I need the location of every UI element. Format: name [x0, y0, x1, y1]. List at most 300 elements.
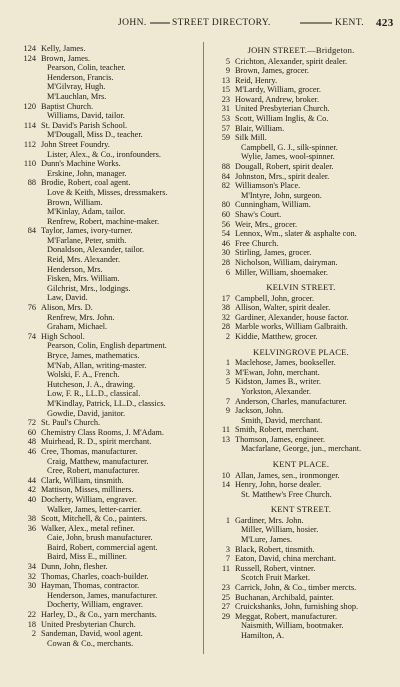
house-number: 1 [225, 515, 230, 525]
entry-text: Williamson's Place. [235, 181, 301, 191]
entry-text: Jackson, John. [235, 406, 284, 416]
entry-text: M'Gilvray, Hugh. [47, 82, 106, 92]
entry-text: Buchanan, Archibald, painter. [235, 592, 334, 602]
directory-entry [14, 121, 200, 131]
house-number: 59 [221, 133, 230, 143]
entry-text: Dunn, John, flesher. [41, 562, 108, 572]
entry-text: Mattison, Misses, milliners. [41, 485, 134, 495]
entry-text: Gardiner, Mrs. John. [235, 515, 304, 525]
directory-entry [14, 351, 200, 361]
directory-entry [208, 621, 394, 631]
house-number: 1 [225, 358, 230, 368]
house-number: 60 [27, 427, 36, 437]
directory-entry [208, 191, 394, 201]
house-number: 46 [27, 446, 36, 456]
directory-entry [14, 600, 200, 610]
entry-text: Craig, Matthew, manufacturer. [47, 456, 149, 466]
entry-text: Allan, James, sen., ironmonger. [235, 470, 340, 480]
directory-entry [208, 258, 394, 268]
directory-entry [208, 57, 394, 67]
directory-entry [14, 82, 200, 92]
entry-text: Nicholson, William, dairyman. [235, 257, 338, 267]
directory-entry [14, 389, 200, 399]
entry-text: Muirhead, R. D., spirit merchant. [41, 437, 152, 447]
house-number: 15 [221, 85, 230, 95]
directory-entry [14, 514, 200, 524]
entry-text: Pearson, Colin, English department. [47, 341, 167, 351]
directory-entry [14, 303, 200, 313]
entry-text: Cruickshanks, John, furnishing shop. [235, 602, 359, 612]
directory-entry [14, 322, 200, 332]
directory-entry [208, 85, 394, 95]
entry-text: M'Kinlay, Adam, tailor. [47, 207, 126, 217]
directory-entry [14, 73, 200, 83]
directory-entry [208, 593, 394, 603]
entry-text: Eaton, David, china merchant. [235, 554, 336, 564]
house-number: 14 [221, 480, 230, 490]
entry-text: Howard, Andrew, broker. [235, 94, 320, 104]
entry-text: Dougall, Robert, spirit dealer. [235, 162, 334, 172]
directory-entry [208, 535, 394, 545]
house-number: 28 [221, 257, 230, 267]
entry-text: Marble works, William Galbraith. [235, 322, 348, 332]
directory-entry [208, 239, 394, 249]
directory-entry [14, 217, 200, 227]
directory-entry [208, 114, 394, 124]
entry-text: Silk Mill. [235, 133, 267, 143]
directory-entry [208, 124, 394, 134]
house-number: 76 [27, 303, 36, 313]
entry-text: M'Farlane, Peter, smith. [47, 235, 127, 245]
directory-entry [14, 476, 200, 486]
directory-entry [14, 409, 200, 419]
directory-entry [14, 639, 200, 649]
entry-text: United Presbyterian Church. [41, 619, 136, 629]
entry-text: Walker, Alex., metal refiner. [41, 523, 135, 533]
house-number: 27 [221, 602, 230, 612]
directory-entry [14, 255, 200, 265]
entry-text: St. Paul's Church. [41, 418, 101, 428]
house-number: 84 [221, 171, 230, 181]
entry-text: John Street Foundry. [41, 139, 110, 149]
directory-entry [208, 368, 394, 378]
house-number: 5 [225, 56, 230, 66]
entry-text: Black, Robert, tinsmith. [235, 544, 315, 554]
entry-text: Wylie, James, wool-spinner. [241, 152, 335, 162]
entry-text: Baird, Miss E., milliner. [47, 552, 127, 562]
directory-entry [208, 303, 394, 313]
directory-entry [14, 245, 200, 255]
directory-entry [208, 220, 394, 230]
directory-entry [14, 418, 200, 428]
entry-text: Carrick, John, & Co., timber mercts. [235, 583, 357, 592]
entry-text: Miller, William, hosier. [241, 525, 319, 535]
entry-text: Renfrew, Robert, machine-maker. [47, 216, 160, 226]
header-center: STREET DIRECTORY. [172, 18, 271, 28]
directory-entry [208, 268, 394, 278]
directory-entry [14, 505, 200, 515]
directory-entry [208, 248, 394, 258]
directory-entry [208, 564, 394, 574]
house-number: 23 [221, 94, 230, 104]
directory-entry [14, 159, 200, 169]
directory-entry [14, 44, 200, 54]
house-number: 17 [221, 293, 230, 303]
directory-entry [14, 495, 200, 505]
entry-text: St. Matthew's Free Church. [241, 489, 332, 499]
directory-entry [208, 516, 394, 526]
directory-entry [14, 102, 200, 112]
house-number: 46 [221, 238, 230, 248]
directory-entry [208, 200, 394, 210]
entry-text: Harley, D., & Co., yarn merchants. [41, 610, 157, 620]
house-number: 88 [221, 162, 230, 172]
entry-text: M'Intyre, John, surgeon. [241, 190, 322, 200]
directory-entry [14, 169, 200, 179]
directory-entry [14, 313, 200, 323]
directory-entry [14, 92, 200, 102]
entry-text: Henderson, Francis. [47, 72, 114, 82]
directory-entry [14, 562, 200, 572]
directory-entry [14, 629, 200, 639]
house-number: 30 [27, 581, 36, 591]
directory-entry [208, 294, 394, 304]
entry-text: Hamilton, A. [241, 630, 285, 640]
house-number: 48 [27, 437, 36, 447]
entry-text: Smith, Robert, merchant. [235, 425, 319, 435]
entry-text: Cree, Robert, manufacturer. [47, 466, 140, 476]
directory-entry [208, 480, 394, 490]
entry-text: Johnston, Mrs., spirit dealer. [235, 171, 330, 181]
house-number: 32 [221, 312, 230, 322]
right-column [208, 44, 394, 641]
house-number: 80 [221, 200, 230, 210]
directory-entry [14, 150, 200, 160]
directory-entry [14, 226, 200, 236]
house-number: 82 [221, 181, 230, 191]
directory-entry [14, 188, 200, 198]
house-number: 11 [222, 563, 230, 573]
directory-entry [14, 447, 200, 457]
directory-entry [14, 533, 200, 543]
entry-text: Baptist Church. [41, 101, 94, 111]
house-number: 6 [225, 267, 230, 277]
entry-text: Scott, William Inglis, & Co. [235, 114, 329, 124]
directory-entry [14, 293, 200, 303]
entry-text: Campbell, John, grocer. [235, 293, 315, 303]
entry-text: High School. [41, 331, 85, 341]
entry-text: Alison, Mrs. D. [41, 303, 93, 313]
entry-text: Anderson, Charles, manufacturer. [235, 396, 347, 406]
directory-entry [14, 380, 200, 390]
directory-entry [208, 435, 394, 445]
entry-text: Shaw's Court. [235, 210, 282, 219]
entry-text: Yorkston, Alexander. [241, 386, 311, 396]
directory-entry [208, 95, 394, 105]
entry-text: Brown, James, grocer. [235, 66, 309, 76]
directory-entry [208, 172, 394, 182]
house-number: 42 [27, 485, 36, 495]
directory-entry [14, 524, 200, 534]
entry-text: Meggat, Robert, manufacturer. [235, 611, 338, 621]
entry-text: Reid, Henry. [235, 75, 278, 85]
house-number: 56 [221, 219, 230, 229]
entry-text: Kidston, James B., writer. [235, 377, 321, 387]
directory-entry [208, 133, 394, 143]
entry-text: Brodie, Robert, coal agent. [41, 178, 131, 188]
house-number: 22 [27, 610, 36, 620]
header-right: KENT. [335, 18, 364, 28]
house-number: 9 [225, 406, 230, 416]
directory-entry [14, 370, 200, 380]
directory-entry [14, 581, 200, 591]
entry-text: M'Dougall, Miss D., teacher. [47, 130, 143, 140]
house-number: 9 [225, 66, 230, 76]
house-number: 38 [27, 514, 36, 524]
house-number: 54 [221, 229, 230, 239]
directory-entry [208, 554, 394, 564]
house-number: 32 [27, 571, 36, 581]
directory-entry [208, 406, 394, 416]
directory-entry [14, 341, 200, 351]
directory-entry [14, 274, 200, 284]
house-number: 7 [225, 396, 230, 406]
directory-entry [208, 143, 394, 153]
house-number: 30 [221, 248, 230, 258]
house-number: 110 [23, 159, 36, 169]
entry-text: Sandeman, David, wool agent. [41, 629, 143, 639]
directory-entry [208, 104, 394, 114]
directory-entry [208, 471, 394, 481]
house-number: 112 [23, 139, 36, 149]
entry-text: Walker, James, letter-carrier. [47, 504, 142, 514]
entry-text: Law, David. [47, 293, 88, 303]
directory-entry [208, 377, 394, 387]
directory-entry [208, 76, 394, 86]
house-number: 88 [27, 178, 36, 188]
entry-text: Pearson, Colin, teacher. [47, 63, 126, 73]
entry-text: M'Ewan, John, merchant. [235, 367, 320, 377]
street-heading: KENT STREET. [270, 504, 332, 515]
directory-entry [14, 198, 200, 208]
entry-text: Scotch Fruit Market. [241, 573, 310, 583]
entry-text: Gardiner, Alexander, house factor. [235, 312, 349, 322]
directory-entry [14, 111, 200, 121]
entry-text: Macfarlane, George, jun., merchant. [241, 444, 362, 454]
house-number: 29 [221, 611, 230, 621]
directory-entry [14, 591, 200, 601]
entry-text: St. David's Parish School. [41, 120, 128, 130]
directory-entry [208, 583, 394, 593]
directory-entry [14, 54, 200, 64]
left-column [14, 44, 200, 648]
entry-text: Scott, Mitchell, & Co., painters. [41, 514, 148, 524]
house-number: 31 [221, 104, 230, 114]
house-number: 18 [27, 619, 36, 629]
directory-entry [14, 466, 200, 476]
entry-text: Henderson, James, manufacturer. [47, 590, 158, 600]
directory-entry [14, 572, 200, 582]
street-heading: JOHN STREET.—Bridgeton. [247, 45, 355, 55]
directory-entry [208, 181, 394, 191]
directory-entry [208, 210, 394, 220]
house-number: 23 [221, 583, 230, 592]
directory-entry [208, 573, 394, 583]
directory-entry [14, 620, 200, 630]
directory-entry [14, 399, 200, 409]
house-number: 38 [221, 303, 230, 313]
entry-text: Clark, William, tinsmith. [41, 475, 124, 485]
entry-text: Chemistry Class Rooms, J. M'Adam. [41, 427, 164, 437]
running-header [0, 14, 400, 28]
house-number: 11 [222, 425, 230, 435]
entry-text: Thomas, Charles, coach-builder. [41, 571, 149, 581]
directory-entry [208, 387, 394, 397]
house-number: 124 [23, 53, 36, 63]
entry-text: Docherty, William, engraver. [41, 494, 137, 504]
street-heading: KENT PLACE. [272, 459, 330, 470]
directory-entry [208, 322, 394, 332]
house-number: 34 [27, 562, 36, 572]
house-number: 13 [221, 75, 230, 85]
entry-text: Bryce, James, mathematics. [47, 351, 140, 360]
house-number: 60 [221, 210, 230, 219]
entry-text: Hutcheson, J. A., drawing. [47, 379, 136, 389]
directory-entry [14, 457, 200, 467]
entry-text: Brown, James. [41, 53, 91, 63]
entry-text: Donaldson, Alexander, tailor. [47, 245, 145, 255]
entry-text: M'Lauchlan, Mrs. [47, 91, 107, 101]
directory-entry [208, 152, 394, 162]
column-divider [203, 42, 204, 654]
directory-entry [14, 140, 200, 150]
entry-text: United Presbyterian Church. [235, 104, 330, 114]
entry-text: Kelly, James. [41, 44, 86, 53]
house-number: 57 [221, 123, 230, 133]
house-number: 74 [27, 331, 36, 341]
house-number: 28 [221, 322, 230, 332]
directory-entry [14, 207, 200, 217]
entry-text: Russell, Robert, vintner. [235, 563, 316, 573]
street-heading: KELVIN STREET. [266, 282, 336, 293]
entry-text: Smith, David, merchant. [241, 415, 323, 425]
directory-entry [208, 631, 394, 641]
house-number: 114 [23, 120, 36, 130]
entry-text: Henry, John, horse dealer. [235, 480, 322, 490]
directory-entry [208, 425, 394, 435]
directory-entry [208, 332, 394, 342]
entry-text: Free Church. [235, 238, 279, 248]
house-number: 2 [225, 332, 230, 342]
directory-entry [14, 236, 200, 246]
directory-entry [14, 63, 200, 73]
entry-text: Love & Keith, Misses, dressmakers. [47, 187, 168, 197]
house-number: 10 [221, 470, 230, 480]
house-number: 25 [221, 592, 230, 602]
directory-entry [208, 162, 394, 172]
house-number: 44 [27, 475, 36, 485]
entry-text: Gowdie, David, janitor. [47, 408, 126, 418]
directory-entry [208, 545, 394, 555]
entry-text: Miller, William, shoemaker. [235, 267, 328, 277]
entry-text: Hayman, Thomas, contractor. [41, 581, 140, 591]
directory-entry [14, 284, 200, 294]
entry-text: Crichton, Alexander, spirit dealer. [235, 56, 348, 66]
entry-text: M'Nab, Allan, writing-master. [47, 360, 147, 370]
entry-text: Williams, David, tailor. [47, 111, 125, 121]
entry-text: Blair, William. [235, 123, 285, 133]
house-number: 120 [23, 101, 36, 111]
entry-text: Gilchrist, Mrs., lodgings. [47, 283, 131, 293]
directory-entry [208, 444, 394, 454]
entry-text: Lister, Alex., & Co., ironfounders. [47, 149, 161, 159]
entry-text: Taylor, James, ivory-turner. [41, 226, 133, 236]
entry-text: Erskine, John, manager. [47, 168, 127, 178]
directory-entry [208, 66, 394, 76]
directory-entry [14, 610, 200, 620]
house-number: 3 [225, 544, 230, 554]
header-left: JOHN. [118, 18, 147, 28]
entry-text: Wolski, F. A., French. [47, 370, 120, 380]
house-number: 7 [225, 554, 230, 564]
house-number: 84 [27, 226, 36, 236]
directory-entry [208, 229, 394, 239]
house-number: 72 [27, 418, 36, 428]
house-number: 53 [221, 114, 230, 124]
directory-entry [208, 416, 394, 426]
entry-text: Caie, John, brush manufacturer. [47, 533, 153, 543]
entry-text: Cunningham, William. [235, 200, 311, 210]
directory-entry [14, 552, 200, 562]
house-number: 2 [31, 629, 36, 639]
entry-text: Kiddie, Matthew, grocer. [235, 332, 318, 342]
entry-text: Cowan & Co., merchants. [47, 638, 134, 648]
directory-entry [208, 525, 394, 535]
entry-text: Renfrew, Mrs. John. [47, 312, 115, 322]
directory-entry [14, 485, 200, 495]
street-heading: KELVINGROVE PLACE. [253, 346, 349, 357]
directory-entry [208, 490, 394, 500]
directory-entry [14, 428, 200, 438]
entry-text: Maclehose, James, bookseller. [235, 358, 336, 368]
entry-text: Campbell, G. J., silk-spinner. [241, 142, 338, 152]
entry-text: Stirling, James, grocer. [235, 248, 312, 258]
entry-text: Naismith, William, bootmaker. [241, 621, 344, 631]
directory-entry [208, 602, 394, 612]
directory-entry [208, 358, 394, 368]
house-number: 36 [27, 523, 36, 533]
entry-text: Reid, Mrs. Alexander. [47, 255, 121, 265]
entry-text: Fisken, Mrs. William. [47, 274, 120, 284]
page-number: 423 [376, 17, 394, 29]
directory-entry [208, 397, 394, 407]
entry-text: Dunn's Machine Works. [41, 159, 121, 169]
entry-text: M'Lure, James. [241, 535, 293, 545]
directory-entry [14, 361, 200, 371]
house-number: 40 [27, 494, 36, 504]
entry-text: Graham, Michael. [47, 322, 108, 332]
directory-entry [14, 332, 200, 342]
directory-entry [14, 543, 200, 553]
entry-text: Low, F. R., LL.D., classical. [47, 389, 141, 399]
entry-text: Henderson, Mrs. [47, 264, 103, 274]
entry-text: M'Lardy, William, grocer. [235, 85, 321, 95]
directory-entry [14, 437, 200, 447]
house-number: 3 [225, 367, 230, 377]
directory-entry [208, 313, 394, 323]
entry-text: Lennox, Wm., slater & asphalte con. [235, 229, 357, 239]
entry-text: Docherty, William, engraver. [47, 600, 143, 610]
